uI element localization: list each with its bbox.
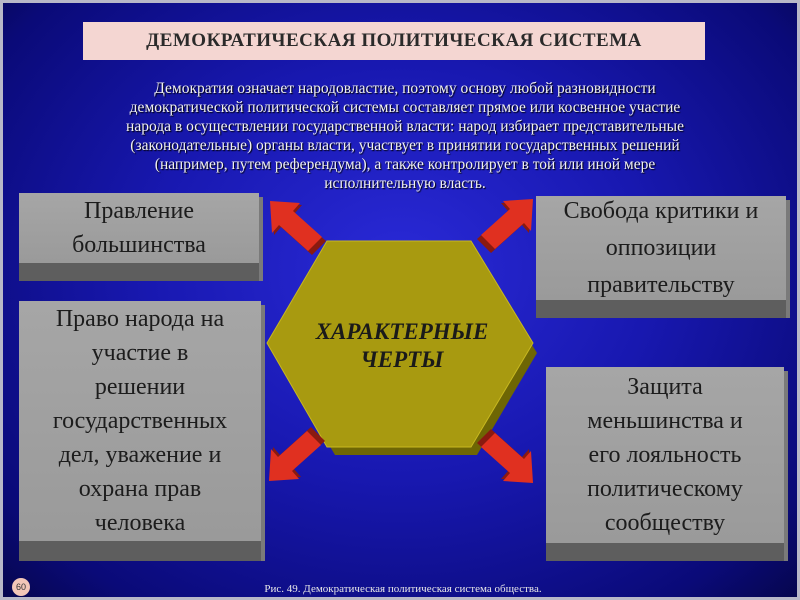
feature-text-line: Свобода критики и: [563, 197, 759, 224]
feature-text-line: участие в: [91, 340, 189, 366]
arrow-icon-top-right: [473, 197, 535, 263]
arrow-icon-top-left: [268, 199, 330, 265]
feature-text-line: охрана прав: [78, 476, 202, 502]
feature-text-line: Правление: [84, 198, 194, 224]
intro-line: Демократия означает народовластие, поэтому основу любой разновидности: [154, 80, 656, 97]
intro-line: народа в осуществлении государственной власти: народ избирает представительные: [126, 118, 684, 135]
page-number-badge: 60: [12, 578, 30, 596]
feature-text-line: Право народа на: [55, 306, 225, 332]
slide-title: ДЕМОКРАТИЧЕСКАЯ ПОЛИТИЧЕСКАЯ СИСТЕМА: [83, 22, 705, 60]
feature-text-line: дел, уважение и: [58, 442, 222, 468]
intro-line: (законодательные) органы власти, участвует в принятии государственных решений: [130, 137, 680, 154]
feature-text-line: сообществу: [604, 510, 726, 536]
feature-text-line: его лояльность: [588, 442, 742, 468]
arrow-icon-bottom-right: [473, 419, 535, 485]
feature-text-line: человека: [94, 510, 186, 536]
feature-text-line: решении: [94, 374, 186, 400]
feature-text-line: Защита: [627, 374, 703, 400]
figure-caption: Рис. 49. Демократическая политическая система общества.: [264, 583, 542, 595]
feature-text-line: политическому: [587, 476, 743, 502]
feature-box-people-participation: [19, 301, 265, 563]
feature-box-majority-rule: [19, 193, 263, 285]
feature-box-criticism-freedom: [536, 196, 790, 320]
intro-line: демократической политической системы составляет прямое или косвенное участие: [129, 99, 681, 116]
arrow-icon-bottom-left: [267, 417, 329, 483]
center-label-line2: ЧЕРТЫ: [360, 347, 444, 372]
intro-line: исполнительную власть.: [324, 175, 486, 192]
center-label-line1: ХАРАКТЕРНЫЕ: [315, 319, 489, 344]
feature-text-line: государственных: [52, 408, 228, 434]
intro-line: (например, путем референдума), а также контролирует в той или иной мере: [154, 156, 656, 173]
feature-text-line: меньшинства и: [587, 408, 743, 434]
feature-text-line: правительству: [587, 271, 735, 298]
intro-text: [41, 79, 769, 193]
feature-text-line: большинства: [72, 232, 206, 258]
feature-text-line: оппозиции: [605, 234, 717, 261]
feature-box-minority-protection: [546, 367, 788, 563]
